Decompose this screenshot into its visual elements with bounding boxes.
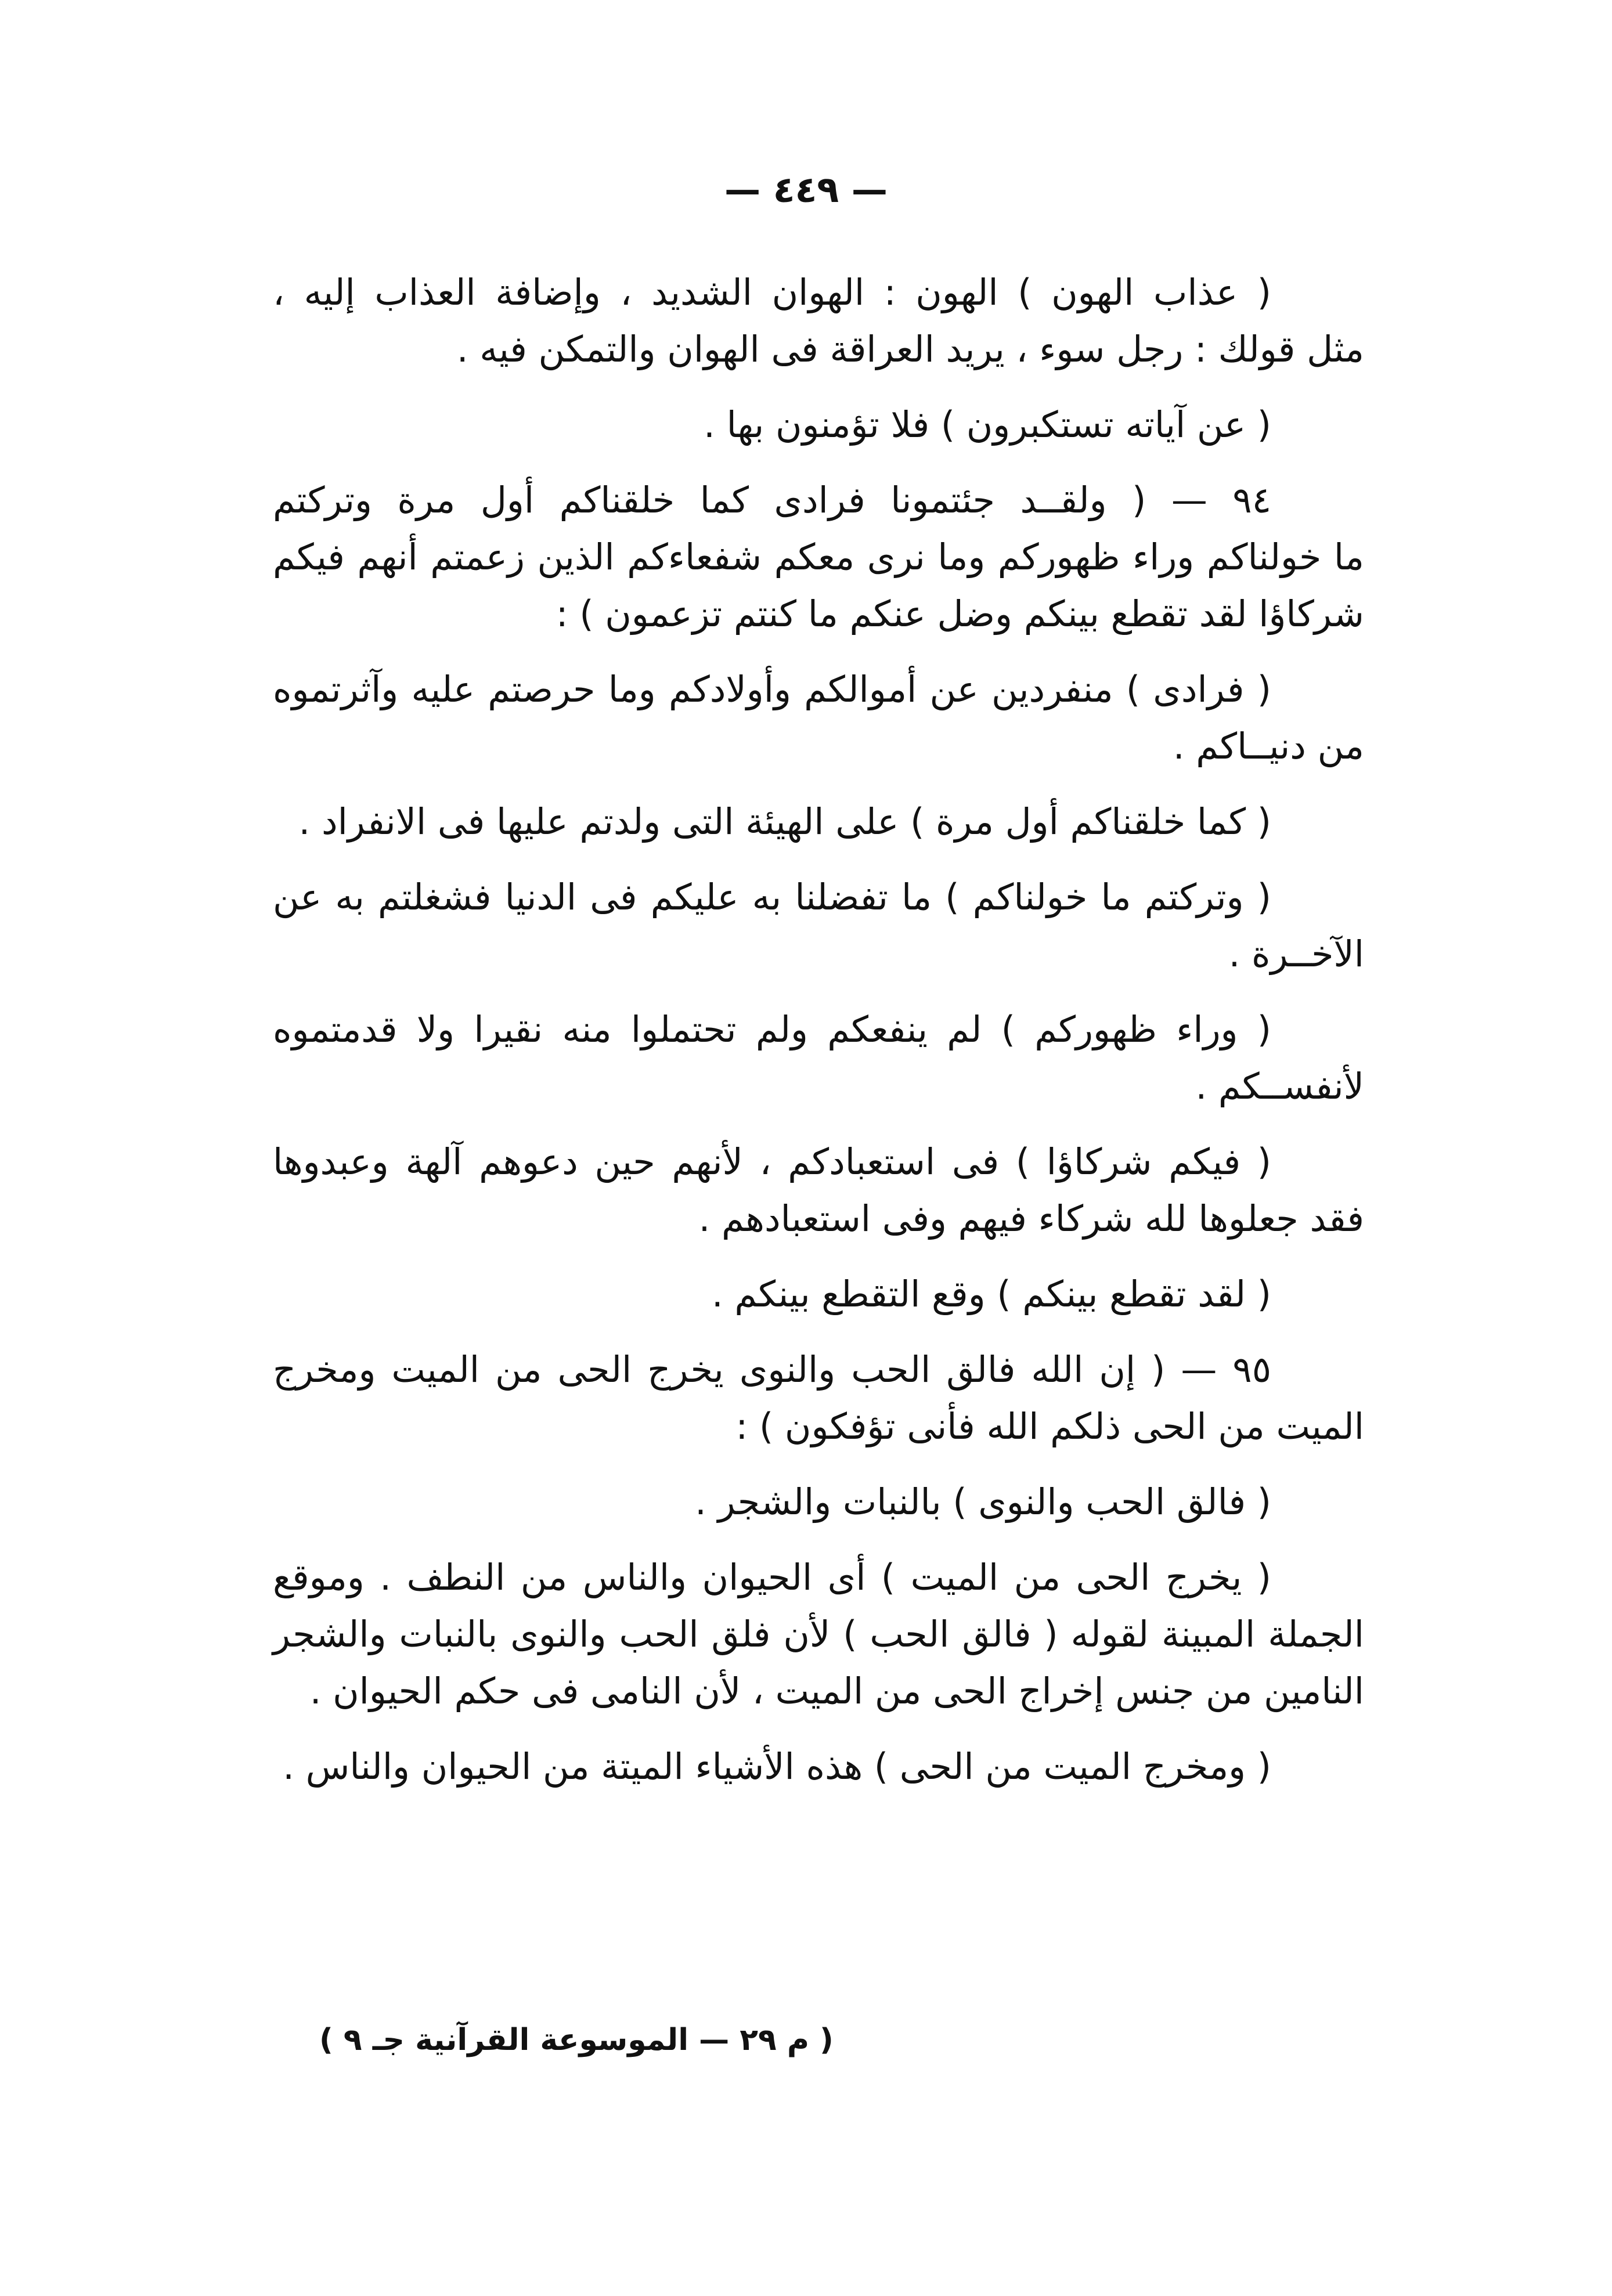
text-line: الميت من الحى ذلكم الله فأنى تؤفكون ) :: [735, 1405, 1364, 1447]
paragraph: [273, 1266, 1364, 1323]
paragraph: [273, 661, 1364, 775]
text-line: الجملة المبينة لقوله ( فالق الحب ) لأن فلق الحب والنوى بالنبات والشجر: [273, 1613, 1364, 1655]
paragraph: [273, 1341, 1364, 1455]
text-line: لأنفســكم .: [1195, 1065, 1364, 1107]
text-line: شركاؤا لقد تقطع بينكم وضل عنكم ما كنتم تزعمون ) :: [556, 593, 1364, 635]
paragraph: [273, 1001, 1364, 1115]
paragraph: [273, 793, 1364, 850]
text-line: فقد جعلوها لله شركاء فيهم وفى استعبادهم .: [698, 1197, 1364, 1240]
paragraph: [273, 1549, 1364, 1720]
paragraph: [273, 1133, 1364, 1247]
text-line: ( فرادى ) منفردين عن أموالكم وأولادكم وما حرصتم عليه وآثرتموه: [273, 668, 1271, 710]
text-line: مثل قولك : رجل سوء ، يريد العراقة فى الهوان والتمكن فيه .: [456, 328, 1364, 370]
text-line: ( يخرج الحى من الميت ) أى الحيوان والناس من النطف . وموقع: [273, 1556, 1271, 1598]
text-line: ( ومخرج الميت من الحى ) هذه الأشياء الميتة من الحيوان والناس .: [283, 1745, 1271, 1788]
text-line: ( لقد تقطع بينكم ) وقع التقطع بينكم .: [712, 1273, 1271, 1315]
text-line: ( وراء ظهوركم ) لم ينفعكم ولم تحتملوا منه نقيرا ولا قدمتموه: [273, 1008, 1271, 1050]
paragraph: [273, 472, 1364, 642]
text-line: ما خولناكم وراء ظهوركم وما نرى معكم شفعاءكم الذين زعمتم أنهم فيكم: [273, 536, 1364, 578]
body-text: [273, 264, 1364, 1814]
text-line: ( عذاب الهون ) الهون : الهوان الشديد ، وإضافة العذاب إليه ،: [273, 271, 1271, 313]
paragraph: [273, 869, 1364, 983]
text-line: ٩٥ — ( إن الله فالق الحب والنوى يخرج الحى من الميت ومخرج: [273, 1348, 1271, 1391]
text-line: ٩٤ — ( ولقــد جئتمونا فرادى كما خلقناكم أول مرة وتركتم: [273, 479, 1271, 521]
footer-reference: ( م ٢٩ — الموسوعة القرآنية جـ ٩ ): [319, 2023, 834, 2057]
paragraph: [273, 1738, 1364, 1795]
text-line: ( عن آياته تستكبرون ) فلا تؤمنون بها .: [704, 403, 1271, 446]
page-number: — ٤٤٩ —: [724, 168, 888, 211]
text-line: ( فالق الحب والنوى ) بالنبات والشجر .: [695, 1481, 1271, 1523]
text-line: من دنيــاكم .: [1173, 725, 1364, 767]
text-line: ( وتركتم ما خولناكم ) ما تفضلنا به عليكم فى الدنيا فشغلتم به عن: [273, 876, 1271, 918]
text-line: الآخــرة .: [1228, 933, 1364, 975]
paragraph: [273, 396, 1364, 453]
text-line: ( فيكم شركاؤا ) فى استعبادكم ، لأنهم حين دعوهم آلهة وعبدوها: [273, 1140, 1271, 1183]
paragraph: [273, 1474, 1364, 1530]
paragraph: [273, 264, 1364, 378]
text-line: ( كما خلقناكم أول مرة ) على الهيئة التى ولدتم عليها فى الانفراد .: [298, 800, 1271, 843]
text-line: النامين من جنس إخراج الحى من الميت ، لأن النامى فى حكم الحيوان .: [309, 1670, 1364, 1712]
